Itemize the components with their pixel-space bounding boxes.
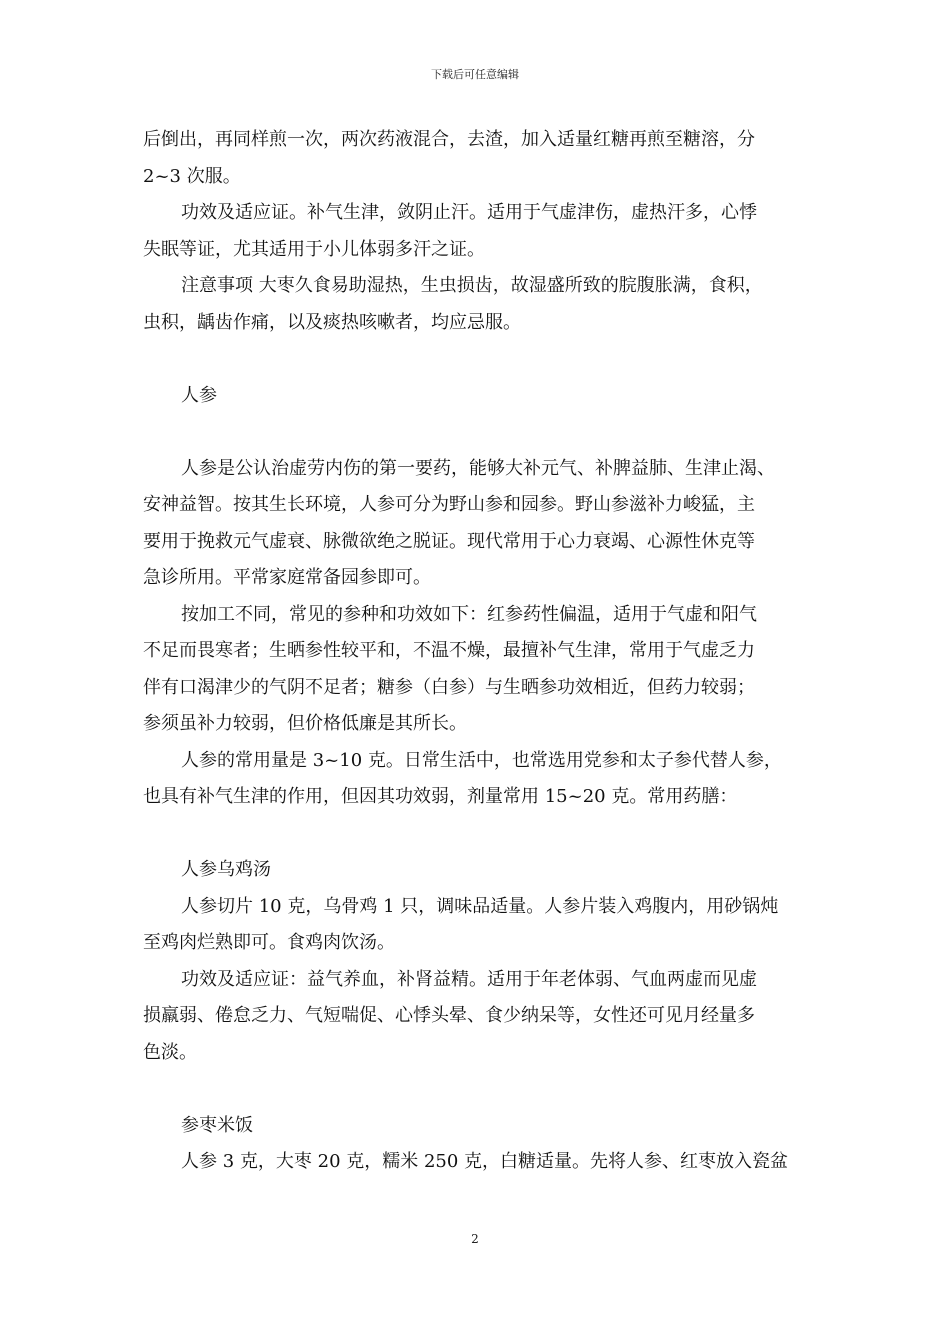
body-line: 人参 3 克，大枣 20 克，糯米 250 克，白糖适量。先将人参、红枣放入瓷盆 xyxy=(181,1151,789,1172)
body-line: 参须虽补力较弱，但价格低廉是其所长。 xyxy=(143,713,467,734)
page-header: 下载后可任意编辑 xyxy=(431,68,519,81)
body-line: 也具有补气生津的作用，但因其功效弱，剂量常用 15~20 克。常用药膳： xyxy=(143,786,738,807)
body-line: 功效及适应证。补气生津，敛阴止汗。适用于气虚津伤，虚热汗多，心悸 xyxy=(181,202,757,223)
body-line: 后倒出，再同样煎一次，两次药液混合，去渣，加入适量红糖再煎至糖溶，分 xyxy=(143,129,755,150)
body-line: 色淡。 xyxy=(143,1041,197,1063)
body-line: 按加工不同，常见的参种和功效如下：红参药性偏温，适用于气虚和阳气 xyxy=(181,603,757,625)
body-line: 人参的常用量是 3~10 克。日常生活中，也常选用党参和太子参代替人参， xyxy=(181,749,782,771)
document-body xyxy=(143,122,809,1181)
body-line: 不足而畏寒者；生晒参性较平和，不温不燥，最擅补气生津，常用于气虚乏力 xyxy=(143,640,755,661)
body-line: 急诊所用。平常家庭常备园参即可。 xyxy=(143,567,431,588)
body-line: 虫积，龋齿作痛，以及痰热咳嗽者，均应忌服。 xyxy=(143,311,521,333)
body-line: 要用于挽救元气虚衰、脉微欲绝之脱证。现代常用于心力衰竭、心源性休克等 xyxy=(143,530,755,552)
body-line: 至鸡肉烂熟即可。食鸡肉饮汤。 xyxy=(143,932,395,953)
section-heading-renshen: 人参 xyxy=(181,384,217,406)
body-line: 功效及适应证：益气养血，补肾益精。适用于年老体弱、气血两虚而见虚 xyxy=(181,968,757,990)
blank-line xyxy=(143,341,809,378)
section-heading-renshen-wuji-tang: 人参乌鸡汤 xyxy=(181,859,271,880)
section-heading-shenzao-mifan: 参枣米饭 xyxy=(181,1114,253,1136)
blank-line xyxy=(143,1071,809,1108)
blank-line xyxy=(143,816,809,853)
body-line: 伴有口渴津少的气阴不足者；糖参（白参）与生晒参功效相近，但药力较弱； xyxy=(143,676,755,698)
body-line: 注意事项 大枣久食易助湿热，生虫损齿，故湿盛所致的脘腹胀满，食积， xyxy=(181,275,763,296)
body-line: 失眠等证，尤其适用于小儿体弱多汗之证。 xyxy=(143,238,485,260)
blank-line xyxy=(143,414,809,451)
body-line: 人参是公认治虚劳内伤的第一要药，能够大补元气、补脾益肺、生津止渴、 xyxy=(181,457,775,479)
body-line: 2~3 次服。 xyxy=(143,165,241,187)
body-line: 安神益智。按其生长环境，人参可分为野山参和园参。野山参滋补力峻猛，主 xyxy=(143,494,755,515)
body-line: 损羸弱、倦怠乏力、气短喘促、心悸头晕、食少纳呆等，女性还可见月经量多 xyxy=(143,1005,755,1026)
page-number: 2 xyxy=(471,1232,479,1246)
body-line: 人参切片 10 克，乌骨鸡 1 只，调味品适量。人参片装入鸡腹内，用砂锅炖 xyxy=(181,895,779,917)
